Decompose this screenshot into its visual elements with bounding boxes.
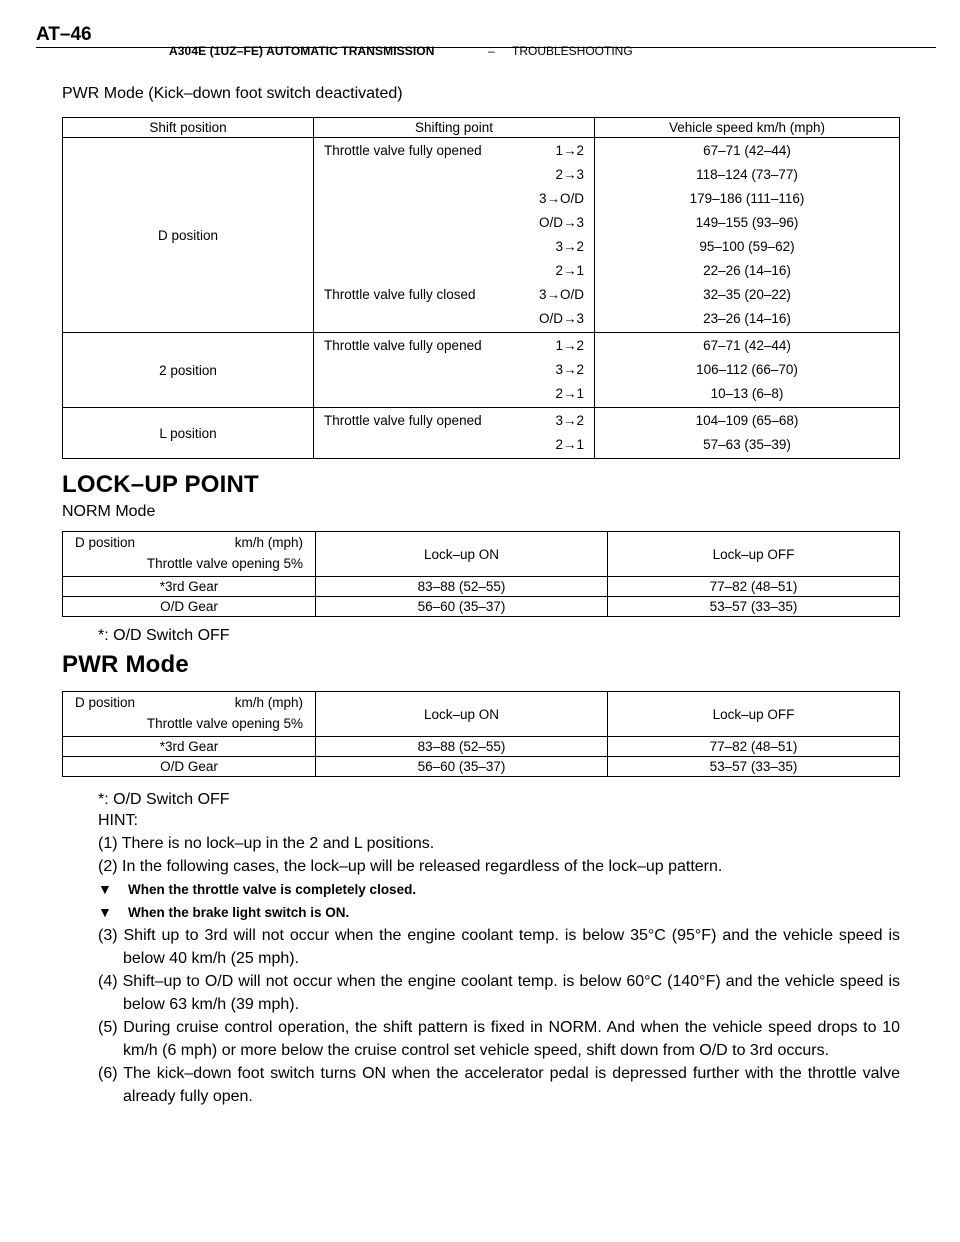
col-shift-position: Shift position: [63, 118, 314, 138]
pwr-row-off: 77–82 (48–51): [608, 737, 900, 757]
shift-point-line: [314, 307, 594, 331]
speed-value: 106–112 (66–70): [696, 362, 798, 377]
speed-value: 32–35 (20–22): [703, 287, 791, 302]
hint-item-1: (1) There is no lock–up in the 2 and L positions.: [98, 835, 435, 852]
speed-value: 149–155 (93–96): [695, 215, 799, 230]
header-title: A304E (1UZ–FE) AUTOMATIC TRANSMISSION: [169, 44, 435, 58]
shift-point-line: [314, 358, 594, 382]
speed-value: 104–109 (65–68): [695, 413, 799, 428]
norm-head-unit: km/h (mph): [234, 535, 303, 550]
pwr-header-cell: [63, 692, 316, 737]
throttle-condition: Throttle valve fully opened: [324, 143, 482, 158]
norm-note: *: O/D Switch OFF: [98, 627, 230, 644]
shift-point-line: [314, 283, 594, 307]
gear-shift: 1→2: [555, 143, 584, 158]
throttle-condition: Throttle valve fully closed: [324, 287, 476, 302]
triangle-down-icon: ▼: [98, 881, 112, 897]
pwr-row-on: 56–60 (35–37): [316, 757, 608, 777]
hint-item-6: (6) The kick–down foot switch turns ON when the accelerator pedal is depressed further with the throttle valve already fully open.: [98, 1065, 900, 1105]
norm-col-on: Lock–up ON: [316, 532, 608, 577]
gear-shift: O/D→3: [538, 215, 584, 230]
shift-point-table: [62, 117, 900, 459]
norm-header-cell: [63, 532, 316, 577]
gear-shift: 3→O/D: [538, 287, 584, 302]
triangle-down-icon: ▼: [98, 904, 112, 920]
speed-value: 22–26 (14–16): [703, 263, 791, 278]
shift-point-line: [314, 433, 594, 457]
shift-position-cell: D position: [63, 138, 314, 333]
hint-bullet: [98, 901, 900, 924]
shift-point-line: [314, 409, 594, 433]
norm-mode-label: NORM Mode: [62, 503, 156, 520]
col-shifting-point: Shifting point: [314, 118, 595, 138]
pwr-kickdown-label: PWR Mode (Kick–down foot switch deactivated): [62, 85, 403, 102]
gear-shift: 2→3: [555, 167, 584, 182]
norm-head-throttle: Throttle valve opening 5%: [146, 556, 303, 571]
shifting-point-cell: [314, 333, 595, 408]
shift-point-line: [314, 382, 594, 406]
speed-value: 67–71 (42–44): [703, 143, 791, 158]
pwr-row-off: 53–57 (33–35): [608, 757, 900, 777]
speed-value: 95–100 (59–62): [699, 239, 795, 254]
pwr-note: *: O/D Switch OFF: [98, 791, 230, 808]
pwr-row-on: 83–88 (52–55): [316, 737, 608, 757]
lockup-heading: LOCK–UP POINT: [62, 471, 259, 498]
shifting-point-cell: [314, 138, 595, 333]
hint-label: HINT:: [98, 812, 138, 829]
norm-row-on: 56–60 (35–37): [316, 597, 608, 617]
shifting-point-cell: [314, 408, 595, 459]
gear-shift: 2→1: [555, 437, 584, 452]
gear-shift: 2→1: [555, 386, 584, 401]
vehicle-speed-cell: [595, 138, 900, 333]
throttle-condition: Throttle valve fully opened: [324, 413, 482, 428]
hint-item-4: (4) Shift–up to O/D will not occur when the engine coolant temp. is below 60°C (140°F) and the vehicle speed is below 63 km/h (39 mph).: [98, 973, 900, 1013]
shift-position-cell: 2 position: [63, 333, 314, 408]
shift-point-line: [314, 211, 594, 235]
speed-value: 179–186 (111–116): [689, 191, 805, 206]
speed-value: 57–63 (35–39): [703, 437, 791, 452]
table-row: [63, 408, 900, 459]
gear-shift: 3→2: [555, 239, 584, 254]
norm-head-position: D position: [75, 535, 136, 550]
bullet-text: When the brake light switch is ON.: [128, 905, 350, 920]
hint-bullet: [98, 878, 900, 901]
shift-point-line: [314, 259, 594, 283]
page-header: [36, 20, 936, 60]
shift-point-line: [314, 235, 594, 259]
speed-value: 67–71 (42–44): [703, 338, 791, 353]
bullet-text: When the throttle valve is completely closed.: [128, 882, 417, 897]
header-subtitle: TROUBLESHOOTING: [512, 44, 633, 58]
page-number: AT–46: [36, 24, 92, 45]
shift-point-line: [314, 334, 594, 358]
pwr-head-throttle: Throttle valve opening 5%: [146, 716, 303, 731]
shift-point-line: [314, 139, 594, 163]
shift-point-line: [314, 187, 594, 211]
table-row: [63, 757, 900, 777]
norm-row-off: 77–82 (48–51): [608, 577, 900, 597]
table-row: [63, 333, 900, 408]
pwr-row-gear: O/D Gear: [63, 757, 316, 777]
gear-shift: 3→2: [555, 362, 584, 377]
vehicle-speed-cell: [595, 333, 900, 408]
table-row: [63, 597, 900, 617]
pwr-mode-heading: PWR Mode: [62, 651, 189, 678]
table-row: [63, 737, 900, 757]
gear-shift: 3→O/D: [538, 191, 584, 206]
gear-shift: 1→2: [555, 338, 584, 353]
hint-item-2: (2) In the following cases, the lock–up will be released regardless of the lock–up pattern.: [98, 858, 723, 875]
norm-lockup-table: [62, 531, 900, 617]
norm-row-on: 83–88 (52–55): [316, 577, 608, 597]
pwr-head-unit: km/h (mph): [234, 695, 303, 710]
norm-row-off: 53–57 (33–35): [608, 597, 900, 617]
gear-shift: 2→1: [555, 263, 584, 278]
hint-item-5: (5) During cruise control operation, the shift pattern is fixed in NORM. And when the vehicle speed drops to 10 km/h (6 mph) or more below the cruise control set vehicle speed, shift down from O/D to 3rd occurs.: [98, 1019, 900, 1059]
vehicle-speed-cell: [595, 408, 900, 459]
norm-row-gear: O/D Gear: [63, 597, 316, 617]
speed-value: 118–124 (73–77): [696, 167, 798, 182]
header-separator: –: [488, 44, 495, 58]
pwr-col-off: Lock–up OFF: [608, 692, 900, 737]
pwr-lockup-table: [62, 691, 900, 777]
shift-point-line: [314, 163, 594, 187]
speed-value: 23–26 (14–16): [703, 311, 791, 326]
norm-row-gear: *3rd Gear: [63, 577, 316, 597]
table-row: [63, 138, 900, 333]
pwr-head-position: D position: [75, 695, 136, 710]
pwr-row-gear: *3rd Gear: [63, 737, 316, 757]
col-vehicle-speed: Vehicle speed km/h (mph): [595, 118, 900, 138]
gear-shift: O/D→3: [538, 311, 584, 326]
gear-shift: 3→2: [555, 413, 584, 428]
speed-value: 10–13 (6–8): [710, 386, 784, 401]
hint-item-3: (3) Shift up to 3rd will not occur when the engine coolant temp. is below 35°C (95°F) and the vehicle speed is below 40 km/h (25 mph).: [98, 927, 900, 967]
table-row: [63, 577, 900, 597]
throttle-condition: Throttle valve fully opened: [324, 338, 482, 353]
page-content: [62, 85, 900, 1108]
pwr-col-on: Lock–up ON: [316, 692, 608, 737]
norm-col-off: Lock–up OFF: [608, 532, 900, 577]
shift-position-cell: L position: [63, 408, 314, 459]
